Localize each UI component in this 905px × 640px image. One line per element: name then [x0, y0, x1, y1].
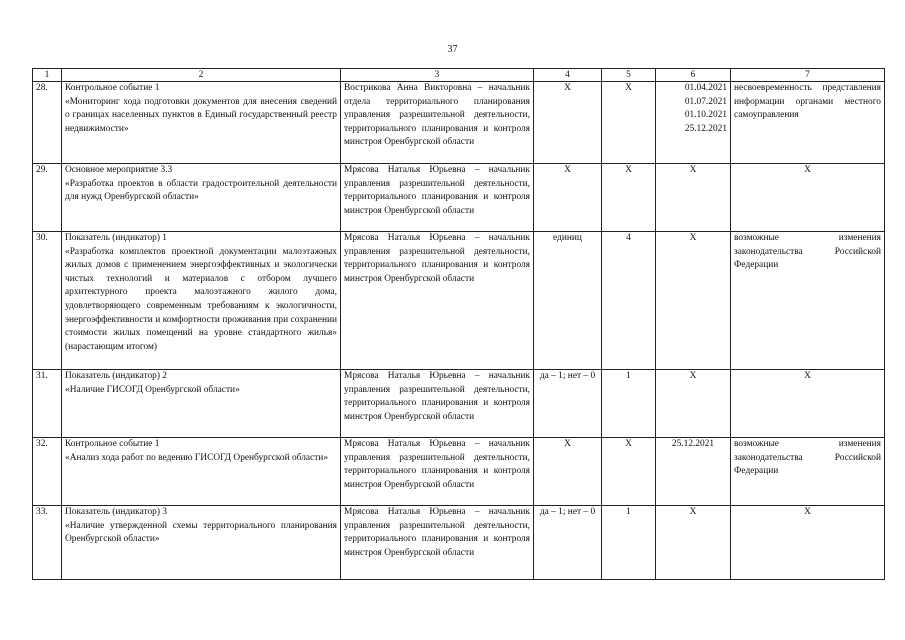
row-responsible: Мрясова Наталья Юрьевна – начальник управления разрешительной деятельности, территориального планирования и контроля минстроя Оренбургской области: [341, 164, 534, 232]
row-title: Показатель (индикатор) 2: [65, 371, 167, 381]
row-responsible: Мрясова Наталья Юрьевна – начальник управления разрешительной деятельности, территориального планирования и контроля минстроя Оренбургской области: [341, 438, 534, 506]
row-value: 4: [602, 232, 656, 370]
table-row: [33, 82, 885, 164]
row-dates: X: [656, 232, 731, 370]
row-number: 33.: [33, 506, 62, 580]
row-responsible: Мрясова Наталья Юрьевна – начальник управления разрешительной деятельности, территориального планирования и контроля минстроя Оренбургской области: [341, 506, 534, 580]
row-responsible: Вострикова Анна Викторовна – начальник отдела территориального планирования управления разрешительной деятельности, территориального планирования и контроля минстроя Оренбургской области: [341, 82, 534, 164]
row-desc: «Разработка проектов в области градостроительной деятельности для нужд Оренбургской области»: [65, 178, 337, 203]
row-description: [62, 82, 341, 164]
row-risk: X: [731, 370, 885, 438]
row-desc: «Наличие ГИСОГД Оренбургской области»: [65, 384, 240, 395]
row-desc: «Мониторинг хода подготовки документов для внесения сведений о границах населенных пунктов в Единый государственный реестр недвижимости»: [65, 96, 337, 134]
row-number: 31.: [33, 370, 62, 438]
row-risk: X: [731, 164, 885, 232]
row-responsible: Мрясова Наталья Юрьевна – начальник управления разрешительной деятельности, территориального планирования и контроля минстроя Оренбургской области: [341, 232, 534, 370]
data-table: [32, 68, 885, 580]
row-description: [62, 232, 341, 370]
row-risk: возможные изменения законодательства Российской Федерации: [731, 438, 885, 506]
row-unit: X: [534, 438, 602, 506]
row-title: Контрольное событие 1: [65, 83, 160, 93]
row-dates: X: [656, 506, 731, 580]
row-description: [62, 506, 341, 580]
row-dates: 25.12.2021: [656, 438, 731, 506]
row-unit: X: [534, 82, 602, 164]
header-col-1: 1: [33, 69, 62, 82]
row-date: 25.12.2021: [684, 123, 727, 134]
page-number: 37: [447, 44, 458, 55]
header-row: [33, 69, 885, 82]
row-title: Контрольное событие 1: [65, 439, 160, 449]
row-date: 01.10.2021: [684, 110, 727, 121]
table-row: [33, 164, 885, 232]
row-value: 1: [602, 370, 656, 438]
row-value: X: [602, 82, 656, 164]
row-responsible: Мрясова Наталья Юрьевна – начальник управления разрешительной деятельности, территориального планирования и контроля минстроя Оренбургской области: [341, 370, 534, 438]
row-unit: да – 1; нет – 0: [534, 370, 602, 438]
header-col-7: 7: [731, 69, 885, 82]
row-value: X: [602, 438, 656, 506]
row-title: Показатель (индикатор) 1: [65, 233, 167, 243]
table-row: [33, 438, 885, 506]
row-description: [62, 370, 341, 438]
row-title: Основное мероприятие 3.3: [65, 165, 173, 175]
row-description: [62, 438, 341, 506]
header-col-3: 3: [341, 69, 534, 82]
row-risk: несвоевременность представления информации органами местного самоуправления: [731, 82, 885, 164]
row-number: 30.: [33, 232, 62, 370]
row-number: 32.: [33, 438, 62, 506]
row-description: [62, 164, 341, 232]
row-risk: возможные изменения законодательства Российской Федерации: [731, 232, 885, 370]
row-number: 29.: [33, 164, 62, 232]
header-col-2: 2: [62, 69, 341, 82]
table-row: [33, 232, 885, 370]
row-dates: [656, 82, 731, 164]
row-desc: «Разработка комплектов проектной документации малоэтажных жилых домов с применением энергоэффективных и экологически чистых технологий и материалов с отбором лучшего архитектурного проекта малоэтажного жилого дома, удовлетворяющего современным требованиям к экологичности, энергоэффективности и комфортности проживания при сохранении стоимости жилых помещений на уровне стандартного жилья» (нарастающим итогом): [65, 246, 337, 352]
row-dates: X: [656, 370, 731, 438]
row-unit: X: [534, 164, 602, 232]
row-unit: единиц: [534, 232, 602, 370]
row-risk: X: [731, 506, 885, 580]
row-date: 01.07.2021: [684, 96, 727, 107]
row-unit: да – 1; нет – 0: [534, 506, 602, 580]
row-desc: «Наличие утвержденной схемы территориального планирования Оренбургской области»: [65, 520, 337, 545]
row-number: 28.: [33, 82, 62, 164]
header-col-4: 4: [534, 69, 602, 82]
header-col-5: 5: [602, 69, 656, 82]
row-value: X: [602, 164, 656, 232]
table-row: [33, 370, 885, 438]
header-col-6: 6: [656, 69, 731, 82]
row-value: 1: [602, 506, 656, 580]
row-title: Показатель (индикатор) 3: [65, 507, 167, 517]
row-dates: X: [656, 164, 731, 232]
row-desc: «Анализ хода работ по ведению ГИСОГД Оренбургской области»: [65, 452, 329, 463]
row-date: 01.04.2021: [684, 83, 727, 93]
table-row: [33, 506, 885, 580]
